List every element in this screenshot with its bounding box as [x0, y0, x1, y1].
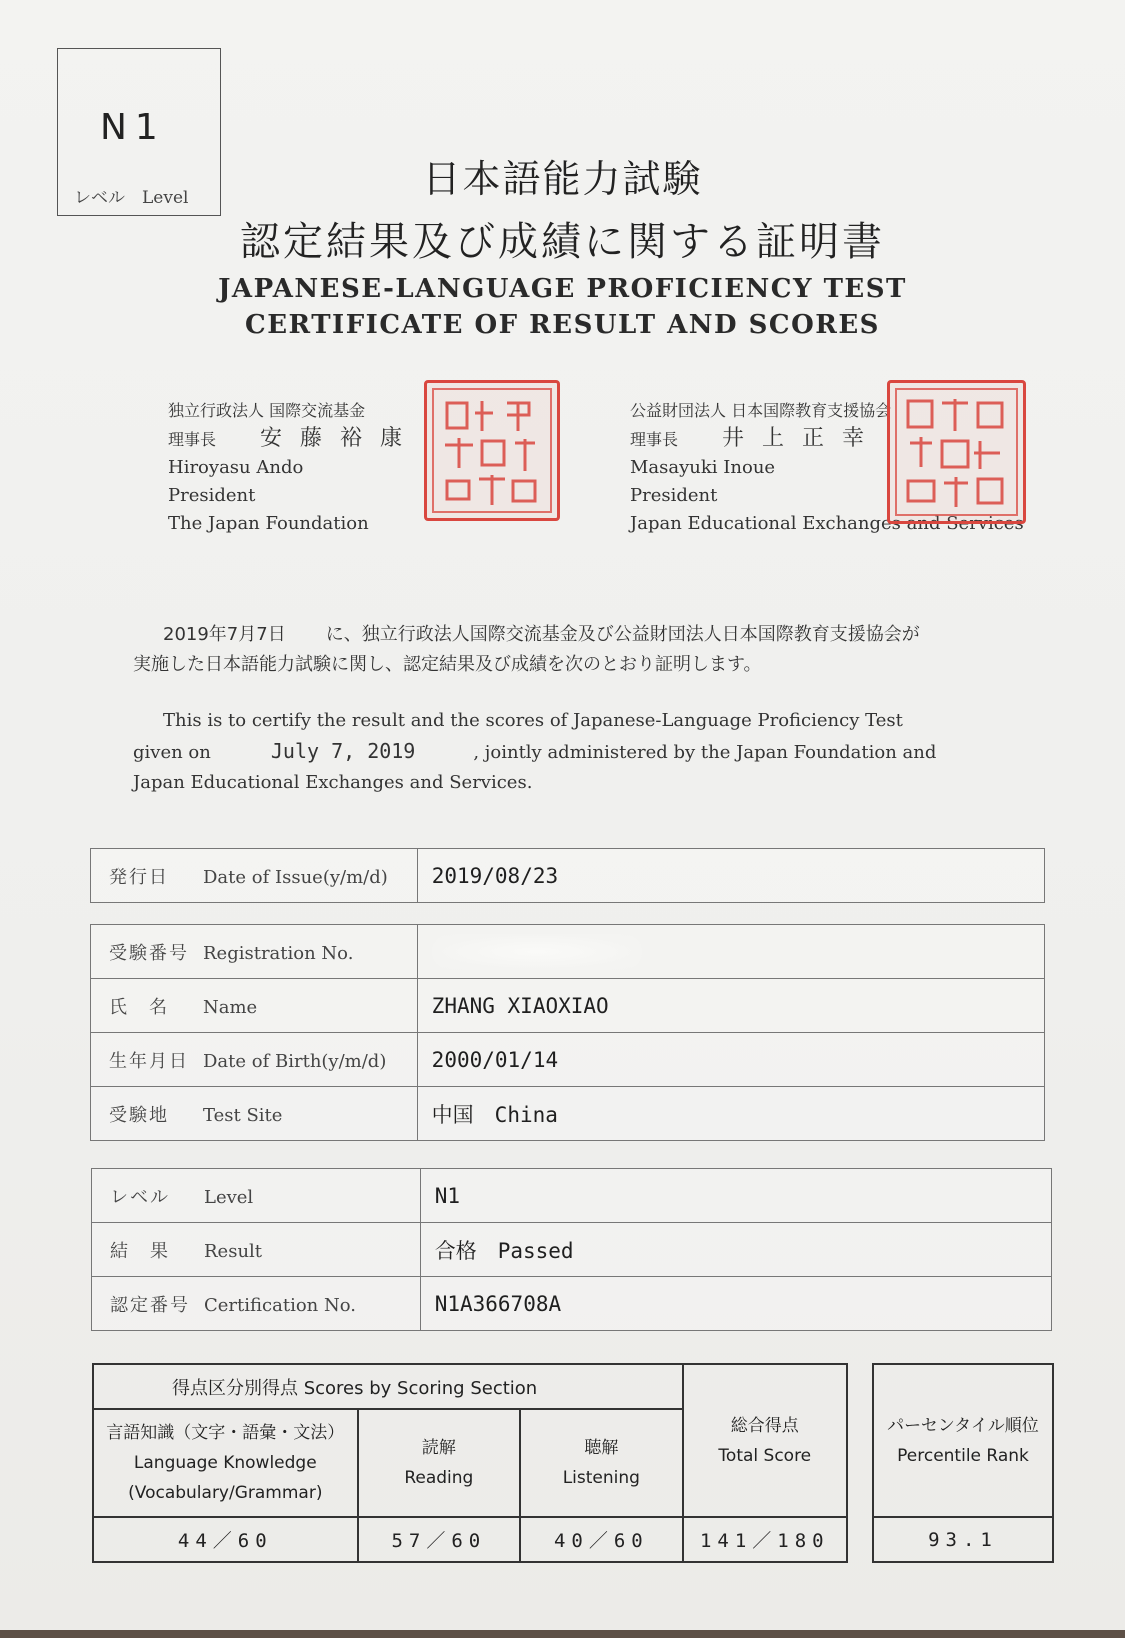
signatory-name-ja: 安藤裕康: [260, 426, 421, 451]
percentile-value: 93.1: [873, 1517, 1053, 1562]
field-label-en: Registration No.: [203, 942, 354, 964]
table-row: [92, 1169, 1052, 1223]
field-label-en: Certification No.: [204, 1294, 356, 1316]
section-score: 57／60: [358, 1517, 520, 1562]
section-header: [358, 1409, 520, 1517]
title-ja-line1: 日本語能力試験: [422, 157, 703, 201]
table-row: [91, 979, 1045, 1033]
certification-no-value: N1A366708A: [420, 1277, 1051, 1331]
section-label-en: Listening: [562, 1468, 640, 1488]
section-label-ja: 聴解: [584, 1438, 619, 1458]
signatory-name-ja: 井上正幸: [722, 426, 883, 451]
registration-no-value: [417, 925, 1044, 979]
field-label-ja: 氏 名: [109, 996, 169, 1018]
signatory-org-en: Japan Educational Exchanges and Services: [630, 513, 1024, 534]
personal-info-table: [90, 924, 1045, 1141]
signatory-org-ja: 公益財団法人 日本国際教育支援協会: [630, 401, 892, 420]
table-row: [92, 1223, 1052, 1277]
official-seal-stamp: [424, 380, 560, 521]
section-label-ja: 読解: [421, 1438, 456, 1458]
signatory-name-en: Hiroyasu Ando: [168, 457, 304, 478]
section-score: 44／60: [93, 1517, 358, 1562]
level-box-label: レベル Level: [74, 188, 189, 208]
statement-en-text2: , jointly administered by the Japan Foundation and: [473, 742, 937, 763]
field-label-en: Date of Birth(y/m/d): [203, 1050, 387, 1072]
table-row: [93, 1517, 847, 1562]
field-label-ja: 受験番号: [109, 942, 189, 964]
statement-ja-text1: に、独立行政法人国際交流基金及び公益財団法人日本国際教育支援協会が: [325, 624, 920, 645]
field-label-ja: 認定番号: [110, 1294, 190, 1316]
field-label: [92, 1277, 421, 1331]
redacted-blur: [432, 934, 642, 970]
section-label-en: Language Knowledge: [133, 1453, 317, 1473]
statement-en: [133, 706, 1063, 798]
field-label-ja: 生年月日: [109, 1050, 189, 1072]
field-label: [92, 1169, 421, 1223]
title-en-line2: CERTIFICATE OF RESULT AND SCORES: [245, 310, 880, 340]
section-header: [520, 1409, 683, 1517]
field-label: [91, 1087, 418, 1141]
statement-en-date: July 7, 2019: [270, 739, 416, 763]
seal-glyph-pattern: [890, 383, 1023, 521]
statement-en-text1: This is to certify the result and the scores of Japanese-Language Proficiency Test: [163, 710, 903, 731]
field-label-en: Test Site: [203, 1104, 283, 1126]
scores-table: [92, 1363, 848, 1563]
table-row: [873, 1517, 1053, 1562]
result-value: 合格 Passed: [420, 1223, 1051, 1277]
signatory-org-ja: 独立行政法人 国際交流基金: [168, 401, 366, 420]
title-en-line1: JAPANESE-LANGUAGE PROFICIENCY TEST: [218, 274, 907, 304]
field-label: [91, 849, 418, 903]
signatory-title-ja: 理事長: [630, 430, 679, 449]
table-row: [873, 1364, 1053, 1517]
official-seal-stamp: [887, 380, 1026, 524]
percentile-table: [872, 1363, 1054, 1563]
issue-date-table: [90, 848, 1045, 903]
issue-date-value: 2019/08/23: [417, 849, 1044, 903]
field-label-ja: 発行日: [109, 866, 169, 888]
statement-en-line2: [133, 736, 1063, 768]
result-table: [91, 1168, 1052, 1331]
field-label-en: Result: [204, 1240, 263, 1262]
field-label-ja: 受験地: [109, 1104, 169, 1126]
section-label-en: Reading: [404, 1468, 474, 1488]
percentile-header: [873, 1364, 1053, 1517]
statement-ja: [133, 620, 1033, 680]
signatory-name-en: Masayuki Inoue: [630, 457, 776, 478]
field-label: [92, 1223, 421, 1277]
field-label-en: Date of Issue(y/m/d): [203, 866, 388, 888]
scores-header: 得点区分別得点 Scores by Scoring Section: [93, 1364, 683, 1409]
percentile-label-ja: パーセンタイル順位: [887, 1415, 1039, 1436]
signatory-title-en: President: [630, 485, 718, 506]
field-label: [91, 925, 418, 979]
photo-bottom-edge: [0, 1630, 1125, 1638]
field-label-ja: レベル: [110, 1186, 170, 1208]
statement-en-given: given on: [133, 742, 211, 763]
table-row: [91, 1033, 1045, 1087]
total-score-value: 141／180: [683, 1517, 847, 1562]
signatory-org-en: The Japan Foundation: [168, 513, 369, 534]
percentile-label-en: Percentile Rank: [897, 1445, 1029, 1466]
statement-ja-line1: [133, 620, 1033, 650]
table-row: [91, 925, 1045, 979]
field-label-en: Level: [204, 1186, 254, 1208]
level-box-value: N1: [100, 107, 166, 148]
total-score-label-en: Total Score: [718, 1445, 812, 1466]
table-row: [93, 1364, 847, 1409]
field-label: [91, 979, 418, 1033]
section-label-ja: 言語知識（文字・語彙・文法）: [106, 1423, 345, 1443]
level-value: N1: [420, 1169, 1051, 1223]
field-label-ja: 結 果: [110, 1240, 170, 1262]
statement-ja-date: 2019年7月7日: [163, 624, 286, 645]
section-score: 40／60: [520, 1517, 683, 1562]
title-ja-line2: 認定結果及び成績に関する証明書: [240, 219, 885, 265]
table-row: [91, 1087, 1045, 1141]
signatory-title-ja: 理事長: [168, 430, 217, 449]
section-header: [93, 1409, 358, 1517]
table-row: [92, 1277, 1052, 1331]
birth-date-value: 2000/01/14: [417, 1033, 1044, 1087]
total-score-label-ja: 総合得点: [730, 1415, 799, 1436]
table-row: [91, 849, 1045, 903]
signatory-title-en: President: [168, 485, 256, 506]
name-value: ZHANG XIAOXIAO: [417, 979, 1044, 1033]
statement-en-text3: Japan Educational Exchanges and Services.: [133, 772, 533, 793]
field-label: [91, 1033, 418, 1087]
field-label-en: Name: [203, 996, 258, 1018]
total-score-header: [683, 1364, 847, 1517]
statement-ja-text2: 実施した日本語能力試験に関し、認定結果及び成績を次のとおり証明します。: [133, 654, 762, 675]
test-site-value: 中国 China: [417, 1087, 1044, 1141]
section-label-en-sub: (Vocabulary/Grammar): [128, 1483, 323, 1503]
seal-glyph-pattern: [427, 383, 557, 518]
